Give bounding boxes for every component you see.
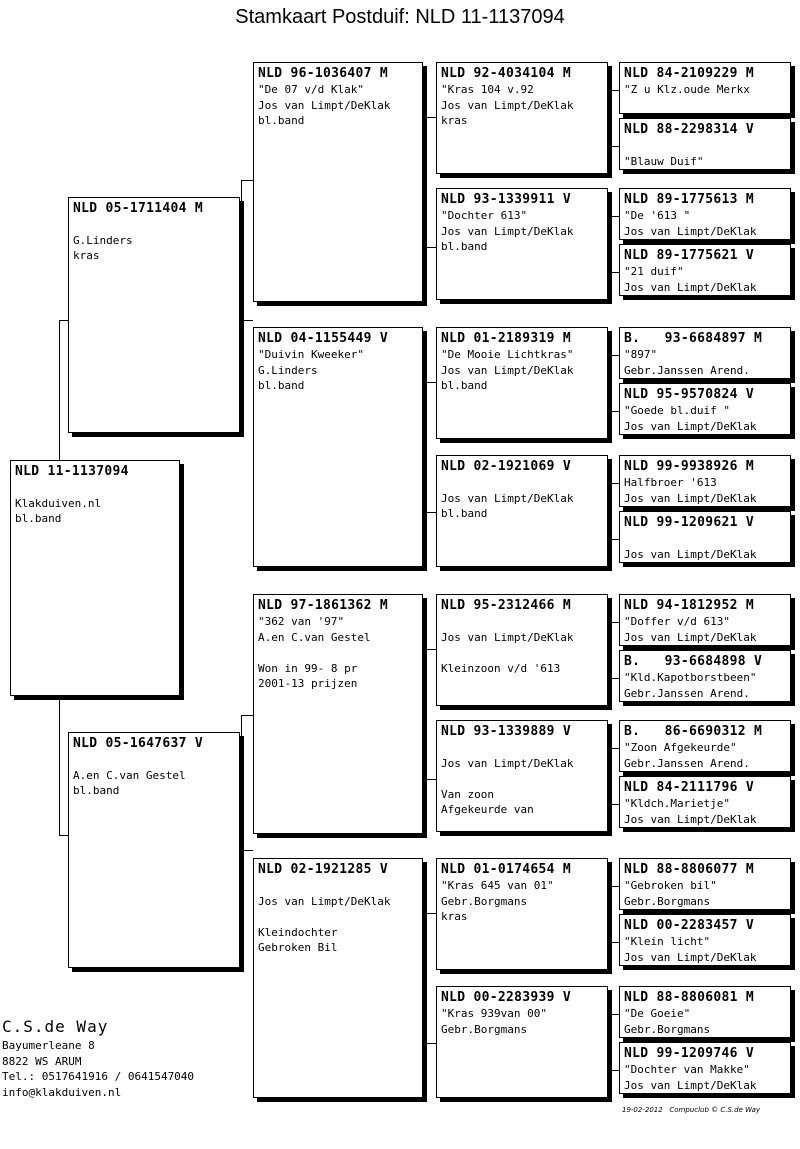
pigeon-info-line: "Duivin Kweeker" (258, 348, 364, 361)
ring-number: NLD 00-2283939 V (441, 990, 572, 1005)
pigeon-info-line (441, 645, 603, 661)
ring-number: NLD 84-2109229 M (624, 66, 755, 81)
ring-number: NLD 88-2298314 V (624, 122, 755, 137)
pigeon-info-line (258, 645, 418, 661)
pigeon-info-line: Jos van Limpt/DeKlak (624, 630, 757, 644)
connector-line (241, 715, 253, 716)
ring-number: NLD 88-8806077 M (624, 862, 755, 877)
connector-line (426, 913, 427, 1043)
pigeon-info-line: Won in 99- 8 pr (258, 661, 358, 675)
ring-number: NLD 95-2312466 M (441, 598, 572, 613)
pigeon-info-line: Gebr.Borgmans (441, 1022, 528, 1036)
pigeon-card-g3 (619, 188, 791, 240)
connector-line (611, 748, 619, 749)
ring-number: NLD 11-1137094 (15, 464, 129, 479)
ring-number: NLD 01-2189319 M (441, 331, 572, 346)
pigeon-info-line (258, 878, 418, 894)
pigeon-info-line (441, 771, 603, 787)
connector-line (611, 1014, 619, 1015)
pigeon-info-line: Jos van Limpt/DeKlak (624, 491, 757, 505)
connector-line (426, 649, 436, 650)
connector-line (611, 1070, 619, 1071)
pigeon-info-line: "Gebroken bil" (624, 879, 717, 892)
pigeon-info-line: Kleindochter (258, 925, 338, 939)
connector-line (611, 483, 619, 484)
ring-number: B. 93-6684898 V (624, 654, 763, 669)
pigeon-info-line (624, 138, 786, 154)
pigeon-info-line: G.Linders (73, 233, 133, 247)
pigeon-card-g12 (619, 776, 791, 828)
pigeon-info-line: kras (441, 114, 468, 127)
pigeon-card-sdd (436, 455, 608, 567)
pigeon-info-line (441, 475, 603, 491)
connector-line (241, 850, 253, 851)
connector-line (611, 886, 612, 942)
pigeon-info-line: "Klein licht" (624, 935, 711, 948)
connector-line (611, 483, 612, 539)
owner-street: Bayumerleane 8 (2, 1039, 95, 1052)
pigeon-card-ss (253, 62, 423, 302)
pigeon-card-ssd (436, 188, 608, 300)
pigeon-info-line (15, 480, 175, 496)
pigeon-card-dd (253, 858, 423, 1098)
pigeon-info-line: "Zoon Afgekeurde" (624, 741, 737, 754)
pigeon-info-line: bl.band (73, 784, 120, 797)
pigeon-info-line: "Goede bl.duif " (624, 404, 730, 417)
owner-name: C.S.de Way (2, 1017, 109, 1036)
pigeon-info-line (441, 614, 603, 630)
connector-line (426, 382, 436, 383)
footer-credit: 19-02-2012 Compuclub © C.S.de Way (622, 1106, 761, 1114)
connector-line (611, 748, 612, 804)
connector-line (611, 272, 619, 273)
pigeon-card-dsd (436, 720, 608, 832)
pigeon-card-g4 (619, 244, 791, 296)
pigeon-info-line: bl.band (258, 114, 305, 127)
pigeon-info-line: Jos van Limpt/DeKlak (441, 363, 574, 377)
pigeon-card-g13 (619, 858, 791, 910)
owner-city: 8822 WS ARUM (2, 1054, 82, 1068)
pigeon-card-g8 (619, 511, 791, 563)
connector-line (426, 117, 436, 118)
pigeon-info-line: Jos van Limpt/DeKlak (624, 419, 757, 433)
ring-number: NLD 94-1812952 M (624, 598, 755, 613)
ring-number: NLD 99-1209746 V (624, 1046, 755, 1061)
pigeon-info-line: bl.band (15, 512, 62, 525)
connector-line (426, 1043, 436, 1044)
connector-line (241, 180, 242, 320)
pigeon-info-line: Halfbroer '613 (624, 476, 717, 489)
connector-line (611, 678, 619, 679)
connector-line (611, 90, 612, 146)
pigeon-card-g16 (619, 1042, 791, 1094)
pigeon-card-g14 (619, 914, 791, 966)
ring-number: B. 86-6690312 M (624, 724, 763, 739)
pigeon-card-g10 (619, 650, 791, 702)
ring-number: NLD 05-1647637 V (73, 736, 204, 751)
pigeon-info-line: "Z u Klz.oude Merkx (624, 83, 750, 96)
pigeon-info-line (441, 740, 603, 756)
pigeon-info-line: Jos van Limpt/DeKlak (624, 280, 757, 294)
pigeon-info-line: "21 duif" (624, 265, 684, 278)
pigeon-card-dam (68, 732, 240, 968)
pigeon-info-line: "Kras 104 v.92 (441, 83, 534, 96)
pigeon-info-line (73, 217, 235, 233)
ring-number: NLD 89-1775613 M (624, 192, 755, 207)
pigeon-info-line: Gebr.Janssen Arend. (624, 686, 750, 700)
pigeon-info-line: Afgekeurde van (441, 803, 534, 816)
pigeon-info-line: Gebroken Bil (258, 941, 338, 954)
pigeon-info-line: "897" (624, 348, 658, 361)
pigeon-info-line: Gebr.Borgmans (624, 894, 711, 908)
connector-line (611, 216, 612, 272)
pigeon-card-dds (436, 858, 608, 970)
pigeon-info-line: "Dochter van Makke" (624, 1063, 750, 1076)
connector-line (611, 355, 619, 356)
ring-number: B. 93-6684897 M (624, 331, 763, 346)
pigeon-info-line: Gebr.Borgmans (624, 1022, 711, 1036)
connector-line (611, 1014, 612, 1070)
ring-number: NLD 01-0174654 M (441, 862, 572, 877)
pigeon-info-line: "De Mooie Lichtkras" (441, 348, 574, 361)
ring-number: NLD 84-2111796 V (624, 780, 755, 795)
pigeon-info-line: "Dochter 613" (441, 209, 528, 222)
ring-number: NLD 05-1711404 M (73, 201, 204, 216)
pigeon-info-line: Gebr.Janssen Arend. (624, 363, 750, 377)
pigeon-info-line: Jos van Limpt/DeKlak (624, 224, 757, 238)
pigeon-info-line: "Doffer v/d 613" (624, 615, 730, 628)
pigeon-card-sire (68, 197, 240, 433)
pigeon-info-line: Jos van Limpt/DeKlak (441, 98, 574, 112)
connector-line (611, 942, 619, 943)
ring-number: NLD 92-4034104 M (441, 66, 572, 81)
connector-line (241, 180, 253, 181)
connector-line (241, 320, 253, 321)
pigeon-card-sss (436, 62, 608, 174)
pigeon-info-line: Jos van Limpt/DeKlak (624, 950, 757, 964)
ring-number: NLD 97-1861362 M (258, 598, 389, 613)
pigeon-info-line: kras (73, 249, 100, 262)
ring-number: NLD 95-9570824 V (624, 387, 755, 402)
pigeon-card-sd (253, 327, 423, 567)
ring-number: NLD 89-1775621 V (624, 248, 755, 263)
connector-line (426, 779, 436, 780)
pigeon-card-g6 (619, 383, 791, 435)
owner-phone: Tel.: 0517641916 / 0641547040 (2, 1070, 195, 1083)
pigeon-info-line (73, 752, 235, 768)
pigeon-info-line: "Kld.Kapotborstbeen" (624, 671, 757, 684)
pigeon-info-line: "Blauw Duif" (624, 154, 704, 168)
owner-block (2, 1016, 194, 1100)
pigeon-info-line: Jos van Limpt/DeKlak (624, 1078, 757, 1092)
pigeon-card-g11 (619, 720, 791, 772)
pigeon-info-line: "Kras 939van 00" (441, 1007, 547, 1020)
ring-number: NLD 96-1036407 M (258, 66, 389, 81)
pigeon-info-line: bl.band (258, 379, 305, 392)
pigeon-info-line: A.en C.van Gestel (73, 768, 186, 782)
pigeon-info-line: Gebr.Borgmans (441, 894, 528, 908)
connector-line (241, 715, 242, 850)
pigeon-card-g1 (619, 62, 791, 114)
pigeon-card-dss (436, 594, 608, 706)
pigeon-card-ddd (436, 986, 608, 1098)
connector-line (426, 649, 427, 779)
connector-line (59, 320, 68, 321)
pigeon-card-ds (253, 594, 423, 834)
pigeon-card-g9 (619, 594, 791, 646)
pigeon-info-line (258, 909, 418, 925)
pigeon-info-line (624, 531, 786, 547)
pigeon-info-line: "362 van '97" (258, 615, 345, 628)
page-title: Stamkaart Postduif: NLD 11-1137094 (235, 6, 565, 28)
ring-number: NLD 99-1209621 V (624, 515, 755, 530)
ring-number: NLD 88-8806081 M (624, 990, 755, 1005)
connector-line (611, 146, 619, 147)
pigeon-info-line: Gebr.Janssen Arend. (624, 756, 750, 770)
pigeon-info-line: "Kras 645 van 01" (441, 879, 554, 892)
pigeon-info-line: Jos van Limpt/DeKlak (624, 812, 757, 826)
pigeon-card-g5 (619, 327, 791, 379)
pigeon-card-sds (436, 327, 608, 439)
pigeon-info-line: kras (441, 910, 468, 923)
pigeon-info-line: A.en C.van Gestel (258, 630, 371, 644)
connector-line (611, 622, 619, 623)
pigeon-info-line: Jos van Limpt/DeKlak (624, 547, 757, 561)
connector-line (611, 355, 612, 411)
pigeon-info-line: "De 07 v/d Klak" (258, 83, 364, 96)
pigeon-info-line: bl.band (441, 379, 488, 392)
connector-line (426, 913, 436, 914)
connector-line (426, 512, 436, 513)
connector-line (611, 539, 619, 540)
connector-line (426, 117, 427, 247)
pigeon-card-g2 (619, 118, 791, 170)
pigeon-info-line: bl.band (441, 507, 488, 520)
connector-line (59, 835, 68, 836)
ring-number: NLD 04-1155449 V (258, 331, 389, 346)
pigeon-info-line: "De Goeie" (624, 1007, 691, 1020)
pigeon-info-line: Jos van Limpt/DeKlak (258, 894, 391, 908)
pigeon-info-line: Jos van Limpt/DeKlak (441, 756, 574, 770)
pigeon-info-line: Jos van Limpt/DeKlak (258, 98, 391, 112)
pigeon-card-subject (10, 460, 180, 696)
pigeon-info-line: Kleinzoon v/d '613 (441, 661, 561, 675)
pigeon-info-line: Klakduiven.nl (15, 496, 102, 510)
pigeon-card-g15 (619, 986, 791, 1038)
pigeon-info-line: Jos van Limpt/DeKlak (441, 491, 574, 505)
connector-line (611, 216, 619, 217)
pigeon-info-line: Jos van Limpt/DeKlak (441, 630, 574, 644)
pigeon-card-g7 (619, 455, 791, 507)
ring-number: NLD 02-1921069 V (441, 459, 572, 474)
ring-number: NLD 00-2283457 V (624, 918, 755, 933)
connector-line (611, 804, 619, 805)
pigeon-info-line: "De '613 " (624, 209, 691, 222)
pigeon-info-line: bl.band (441, 240, 488, 253)
pigeon-info-line: "Kldch.Marietje" (624, 797, 730, 810)
pigeon-info-line: G.Linders (258, 363, 318, 377)
connector-line (426, 382, 427, 512)
ring-number: NLD 99-9938926 M (624, 459, 755, 474)
ring-number: NLD 93-1339911 V (441, 192, 572, 207)
connector-line (611, 411, 619, 412)
ring-number: NLD 02-1921285 V (258, 862, 389, 877)
connector-line (426, 247, 436, 248)
ring-number: NLD 93-1339889 V (441, 724, 572, 739)
pigeon-info-line: 2001-13 prijzen (258, 677, 358, 690)
connector-line (611, 886, 619, 887)
connector-line (611, 622, 612, 678)
owner-email[interactable]: info@klakduiven.nl (2, 1085, 122, 1099)
pigeon-info-line: Jos van Limpt/DeKlak (441, 224, 574, 238)
pigeon-info-line: Van zoon (441, 787, 494, 801)
connector-line (611, 90, 619, 91)
